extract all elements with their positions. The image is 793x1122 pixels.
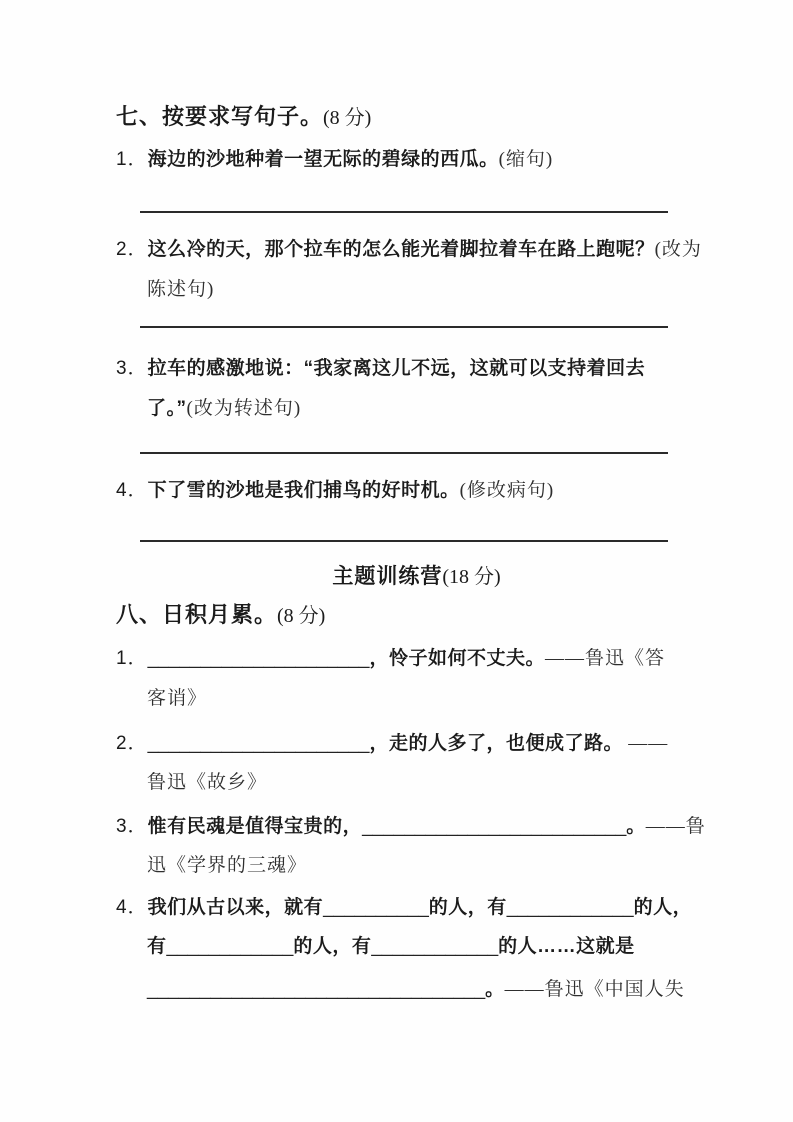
question-7-4 (116, 478, 554, 503)
section8-score: (8 分) (277, 605, 326, 627)
item-number: 1． (116, 149, 148, 170)
question-7-3-line2 (147, 396, 301, 421)
source-attribution: —— (628, 733, 669, 754)
question-8-2-line1 (116, 731, 668, 756)
question-8-4-line1 (116, 895, 692, 920)
question-8-3-line2 (147, 853, 307, 878)
fill-in-blank: ____________ (371, 936, 499, 957)
quote-text: 的人， (633, 897, 693, 918)
question-8-2-line2 (147, 770, 267, 795)
question-8-3-line1 (116, 814, 706, 839)
fill-in-blank: ____________ (166, 936, 294, 957)
question-text: 这么冷的天，那个拉车的怎么能光着脚拉着车在路上跑呢？ (147, 239, 655, 260)
item-number: 3． (116, 358, 148, 379)
item-number: 3． (116, 816, 148, 837)
section7-score: (8 分) (323, 107, 372, 129)
source-attribution: ——鲁迅《中国人失 (504, 979, 685, 1000)
question-text: 海边的沙地种着一望无际的碧绿的西瓜。 (147, 149, 499, 170)
item-number: 2． (116, 239, 148, 260)
fill-in-blank: ____________ (506, 897, 634, 918)
quote-text: 惟有民魂是值得宝贵的， (147, 816, 363, 837)
banner-title: 主题训练营 (332, 565, 443, 588)
fill-in-blank: ________________________________ (147, 979, 486, 1000)
quote-text: 的人，有 (428, 897, 507, 918)
answer-blank-line (140, 516, 668, 542)
question-text: 拉车的感激地说：“我家离这儿不远，这就可以支持着回去 (147, 358, 646, 379)
quote-text: 我们从古以来，就有 (147, 897, 324, 918)
quote-text: 的人，有 (293, 936, 372, 957)
source-attribution: 迅《学界的三魂》 (147, 855, 308, 876)
question-8-4-line3 (147, 977, 685, 1002)
question-text: 下了雪的沙地是我们捕鸟的好时机。 (147, 480, 460, 501)
item-number: 4． (116, 480, 148, 501)
fill-in-blank: __________ (323, 897, 429, 918)
quote-text: 。 (626, 816, 646, 837)
item-number: 2． (116, 733, 148, 754)
answer-blank-line (140, 302, 668, 328)
banner-score: (18 分) (442, 566, 501, 588)
question-7-2-line1 (116, 237, 702, 262)
source-attribution: 鲁迅《故乡》 (147, 772, 268, 793)
instruction-note: (改为 (654, 239, 702, 260)
section8-heading-text: 八、日积月累。 (116, 602, 278, 627)
source-attribution: 客诮》 (147, 688, 208, 709)
fill-in-blank: _____________________ (147, 648, 370, 669)
question-text: 了。” (147, 398, 187, 419)
question-8-1-line2 (147, 686, 207, 711)
theme-camp-banner (40, 560, 793, 590)
quote-text: 。 (485, 979, 505, 1000)
question-7-1 (116, 147, 553, 172)
section7-heading (116, 104, 371, 131)
quote-text: 的人……这就是 (498, 936, 635, 957)
instruction-note: (改为转述句) (186, 398, 302, 419)
question-8-1-line1 (116, 646, 665, 671)
quote-text: ，走的人多了，也便成了路。 (369, 733, 623, 754)
fill-in-blank: _____________________ (147, 733, 370, 754)
question-7-3-line1 (116, 356, 645, 381)
answer-blank-line (140, 428, 668, 454)
source-attribution: ——鲁迅《答 (545, 648, 666, 669)
instruction-note: (修改病句) (459, 480, 555, 501)
instruction-note: 陈述句) (147, 279, 215, 300)
quote-text: ，怜子如何不丈夫。 (369, 648, 545, 669)
item-number: 4． (116, 897, 148, 918)
question-7-2-line2 (147, 277, 214, 302)
answer-blank-line (140, 187, 668, 213)
section8-heading (116, 602, 325, 629)
item-number: 1． (116, 648, 148, 669)
fill-in-blank: _________________________ (362, 816, 627, 837)
quote-text: 有 (147, 936, 167, 957)
question-8-4-line2 (147, 934, 635, 959)
instruction-note: (缩句) (498, 149, 554, 170)
section7-heading-text: 七、按要求写句子。 (116, 104, 324, 129)
source-attribution: ——鲁 (645, 816, 706, 837)
